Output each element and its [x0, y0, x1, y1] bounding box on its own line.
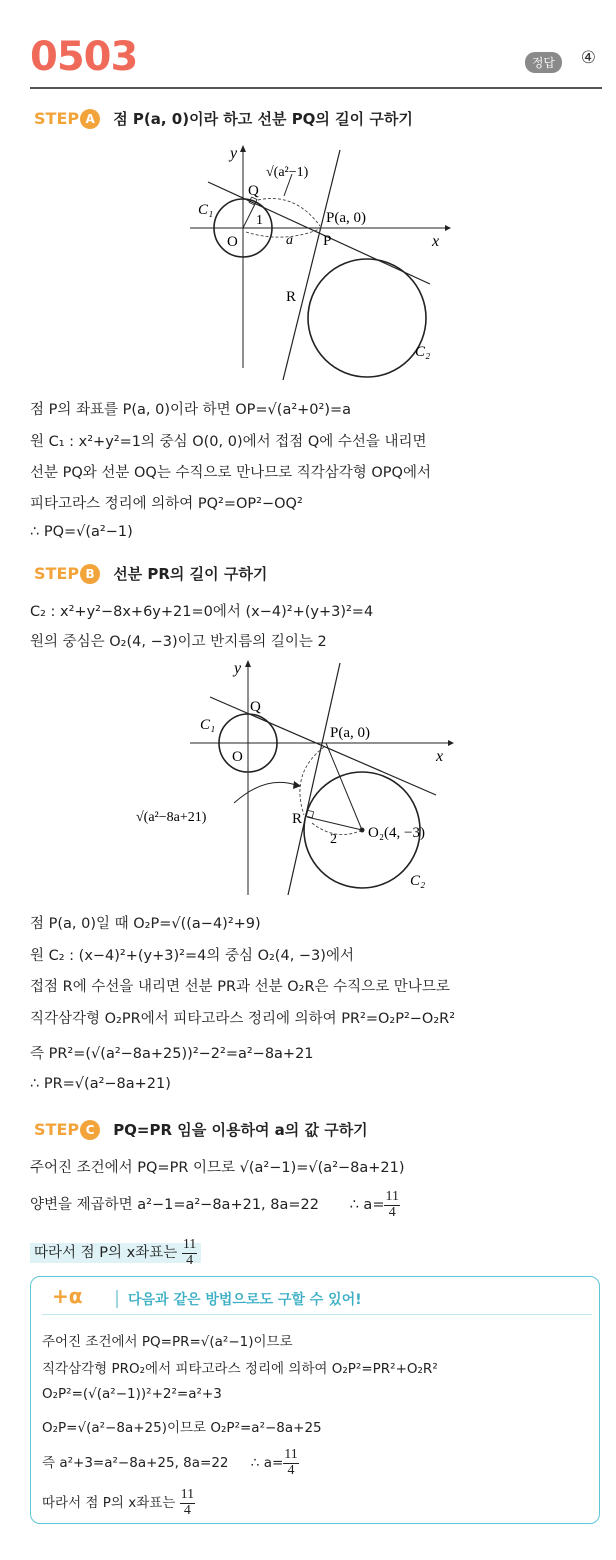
q-label: Q	[248, 183, 259, 199]
step-b-line-2: 원 C₂ : (x−4)²+(y+3)²=4의 중심 O₂(4, −3)에서	[30, 948, 354, 964]
y-label: y	[230, 145, 238, 162]
p-label: P	[323, 233, 332, 249]
o2-label: O₂(4, −3)	[368, 825, 426, 841]
radius-oq	[243, 202, 256, 228]
figure-1	[180, 140, 460, 380]
plus-line-2: 직각삼각형 PRO₂에서 피타고라스 정리에 의하여 O₂P²=PR²+O₂R²	[42, 1361, 438, 1377]
answer-badge: 정답	[525, 52, 562, 73]
r-label: R	[292, 811, 303, 827]
plus-alpha-title: 다음과 같은 방법으로도 구할 수 있어!	[128, 1292, 362, 1308]
step-c-conclusion-fraction: $\frac{11}{4}$	[182, 1237, 197, 1268]
plus-line-4: O₂P=√(a²−8a+25)이므로 O₂P²=a²−8a+25	[42, 1420, 322, 1436]
step-b-line-1: 점 P(a, 0)일 때 O₂P=√((a−4)²+9)	[30, 916, 261, 932]
radius-label: 2	[330, 832, 337, 847]
tangent-length-label: √(a²−8a+21)	[136, 810, 207, 825]
step-b-line-5: 즉 PR²=(√(a²−8a+25))²−2²=a²−8a+21	[30, 1046, 314, 1062]
segment-ro2	[307, 817, 362, 830]
plus-result-prefix: ∴ a=	[250, 1455, 284, 1472]
step-a-heading	[34, 108, 413, 129]
plus-alpha-head: +α	[52, 1284, 83, 1308]
pointer-arrow-head	[293, 781, 301, 789]
step-a-title: 점 P(a, 0)이라 하고 선분 PQ의 길이 구하기	[113, 110, 413, 128]
step-a-line-5: ∴ PQ=√(a²−1)	[30, 524, 133, 540]
step-c-line-1: 주어진 조건에서 PQ=PR 이므로 √(a²−1)=√(a²−8a+21)	[30, 1160, 405, 1176]
arc-pr	[300, 747, 324, 815]
circle-c2	[308, 259, 426, 377]
step-c-line-2	[30, 1190, 400, 1220]
step-c-title: PQ=PR 임을 이용하여 a의 값 구하기	[113, 1121, 368, 1139]
origin-label: O	[227, 234, 238, 250]
plus-alpha-separator	[116, 1290, 118, 1308]
y-axis-arrow	[245, 660, 251, 667]
right-angle-r	[306, 810, 313, 817]
problem-number: 0503	[30, 34, 138, 80]
step-b-top-line-1: C₂ : x²+y²−8x+6y+21=0에서 (x−4)²+(y+3)²=4	[30, 604, 374, 620]
r-label: R	[286, 289, 297, 305]
tangent-line-r	[288, 663, 340, 895]
plus-alpha-divider	[42, 1314, 592, 1315]
x-axis-arrow	[448, 740, 454, 746]
segment-po2	[326, 743, 362, 830]
center-o2-dot	[360, 828, 365, 833]
step-a-line-3: 선분 PQ와 선분 OQ는 수직으로 만나므로 직각삼각형 OPQ에서	[30, 465, 431, 481]
c1-label: C₁	[200, 717, 216, 733]
step-b-line-6: ∴ PR=√(a²−8a+21)	[30, 1076, 171, 1092]
header-rule	[30, 87, 602, 89]
p-coord: P(a, 0)	[326, 210, 366, 226]
plus-conclusion	[42, 1488, 195, 1518]
x-label: x	[432, 233, 440, 250]
step-c-label: STEP C	[34, 1120, 100, 1139]
step-b-line-4: 직각삼각형 O₂PR에서 피타고라스 정리에 의하여 PR²=O₂P²−O₂R²	[30, 1011, 456, 1027]
q-label: Q	[250, 699, 261, 715]
step-a-line-1: 점 P의 좌표를 P(a, 0)이라 하면 OP=√(a²+0²)=a	[30, 402, 352, 418]
answer-value: ④	[580, 48, 596, 68]
c1-label: C₁	[198, 202, 214, 218]
c2-label: C₂	[410, 873, 426, 889]
x-label: x	[436, 748, 444, 765]
plus-line-3: O₂P²=(√(a²−1))²+2²=a²+3	[42, 1386, 222, 1402]
step-c-result-prefix: ∴ a=	[349, 1197, 385, 1214]
tangent-length-label: √(a²−1)	[266, 165, 309, 180]
plus-line-1: 주어진 조건에서 PQ=PR=√(a²−1)이므로	[42, 1334, 293, 1350]
p-coord: P(a, 0)	[330, 725, 370, 741]
figure-2	[130, 655, 460, 900]
tangent-line-q	[210, 697, 436, 795]
tangent-line-r	[283, 150, 340, 380]
x-axis-arrow	[445, 225, 451, 231]
step-c-conclusion	[30, 1238, 201, 1268]
step-b-label: STEP B	[34, 564, 100, 583]
y-label: y	[234, 660, 242, 677]
pointer-arrow	[234, 782, 296, 803]
step-b-heading	[34, 563, 267, 584]
plus-line-5	[42, 1448, 299, 1478]
step-c-fraction: $\frac{11}{4}$	[385, 1189, 399, 1220]
distance-label: a	[286, 233, 293, 248]
step-a-line-4: 피타고라스 정리에 의하여 PQ²=OP²−OQ²	[30, 496, 303, 512]
plus-fraction: $\frac{11}{4}$	[284, 1447, 298, 1478]
y-axis-arrow	[240, 145, 246, 152]
step-c-line-2-text: 양변을 제곱하면 a²−1=a²−8a+21, 8a=22	[30, 1197, 319, 1214]
step-c-heading	[34, 1119, 368, 1140]
step-b-line-3: 접점 R에 수선을 내리면 선분 PR과 선분 O₂R은 수직으로 만나므로	[30, 979, 450, 995]
step-b-title: 선분 PR의 길이 구하기	[113, 565, 268, 583]
c2-label: C₂	[415, 344, 431, 360]
plus-conclusion-text: 따라서 점 P의 x좌표는	[42, 1495, 176, 1512]
origin-label: O	[232, 749, 243, 765]
step-c-conclusion-text: 따라서 점 P의 x좌표는	[34, 1245, 178, 1262]
step-a-label: STEP A	[34, 109, 100, 128]
plus-line-5-text: 즉 a²+3=a²−8a+25, 8a=22	[42, 1455, 229, 1472]
plus-conclusion-fraction: $\frac{11}{4}$	[180, 1487, 195, 1518]
step-b-top-line-2: 원의 중심은 O₂(4, −3)이고 반지름의 길이는 2	[30, 634, 327, 650]
step-a-line-2: 원 C₁ : x²+y²=1의 중심 O(0, 0)에서 접점 Q에 수선을 내리면	[30, 434, 427, 450]
radius-label: 1	[256, 213, 263, 228]
